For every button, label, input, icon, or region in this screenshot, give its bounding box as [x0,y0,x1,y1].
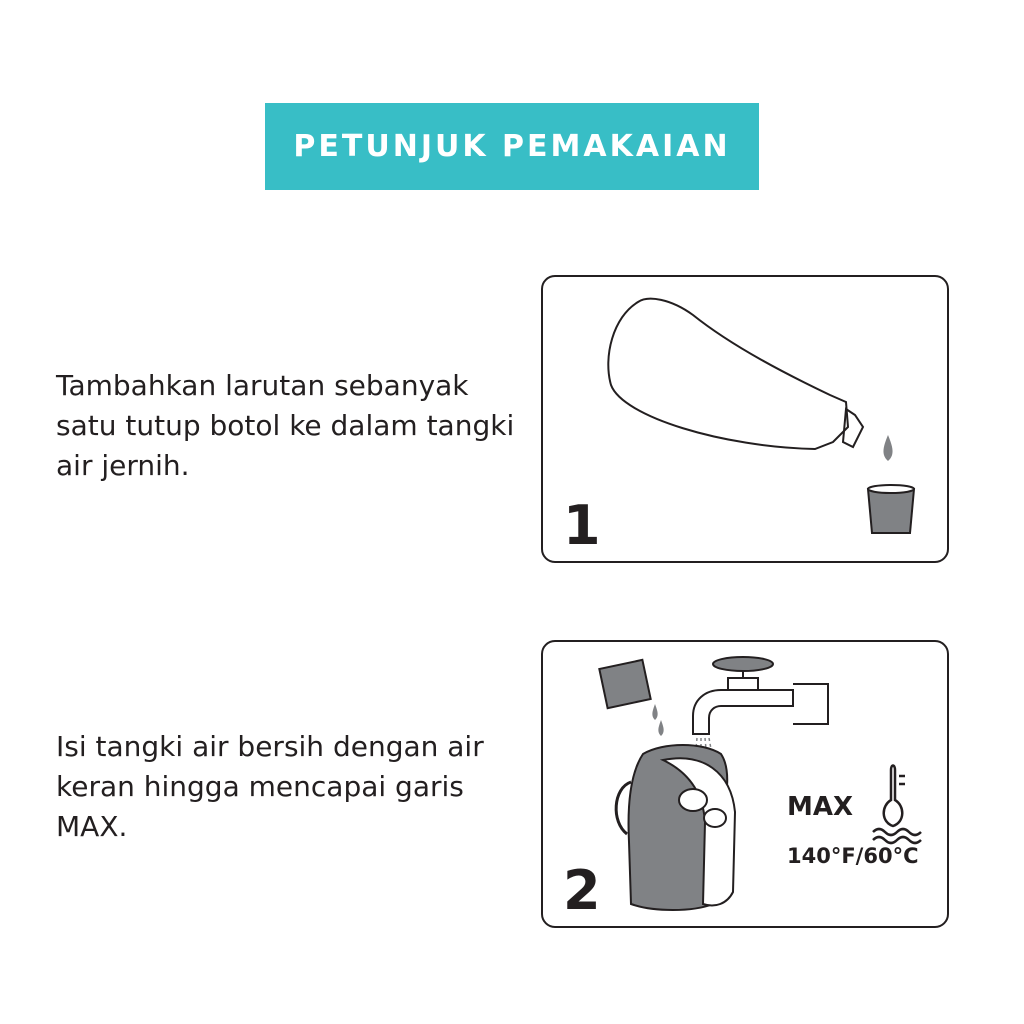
drop-icon [883,435,892,461]
measuring-cup-icon [868,489,914,533]
bottle-icon [608,299,848,449]
drop-icon [658,720,663,736]
step-2-instruction: Isi tangki air bersih dengan air keran hingga mencapai garis MAX. [56,730,484,843]
step-1-illustration [541,275,949,563]
step-2-illustration [541,640,949,928]
tilted-cup-icon [599,660,650,708]
pour-bottle-illustration [543,277,949,563]
title-banner [265,103,759,190]
step-1-instruction: Tambahkan larutan sebanyak satu tutup botol ke dalam tangki air jernih. [56,369,515,482]
fill-tank-illustration [543,642,949,928]
max-label: MAX [787,792,854,822]
temperature-label: 140°F/60°C [787,844,919,868]
step-2-number: 2 [563,859,601,922]
thermometer-icon [873,766,921,844]
faucet-icon [693,690,793,734]
page-title: PETUNJUK PEMAKAIAN [293,129,731,164]
drop-icon [652,704,657,720]
faucet-pipe-icon [793,684,828,724]
step-1-number: 1 [563,494,601,557]
